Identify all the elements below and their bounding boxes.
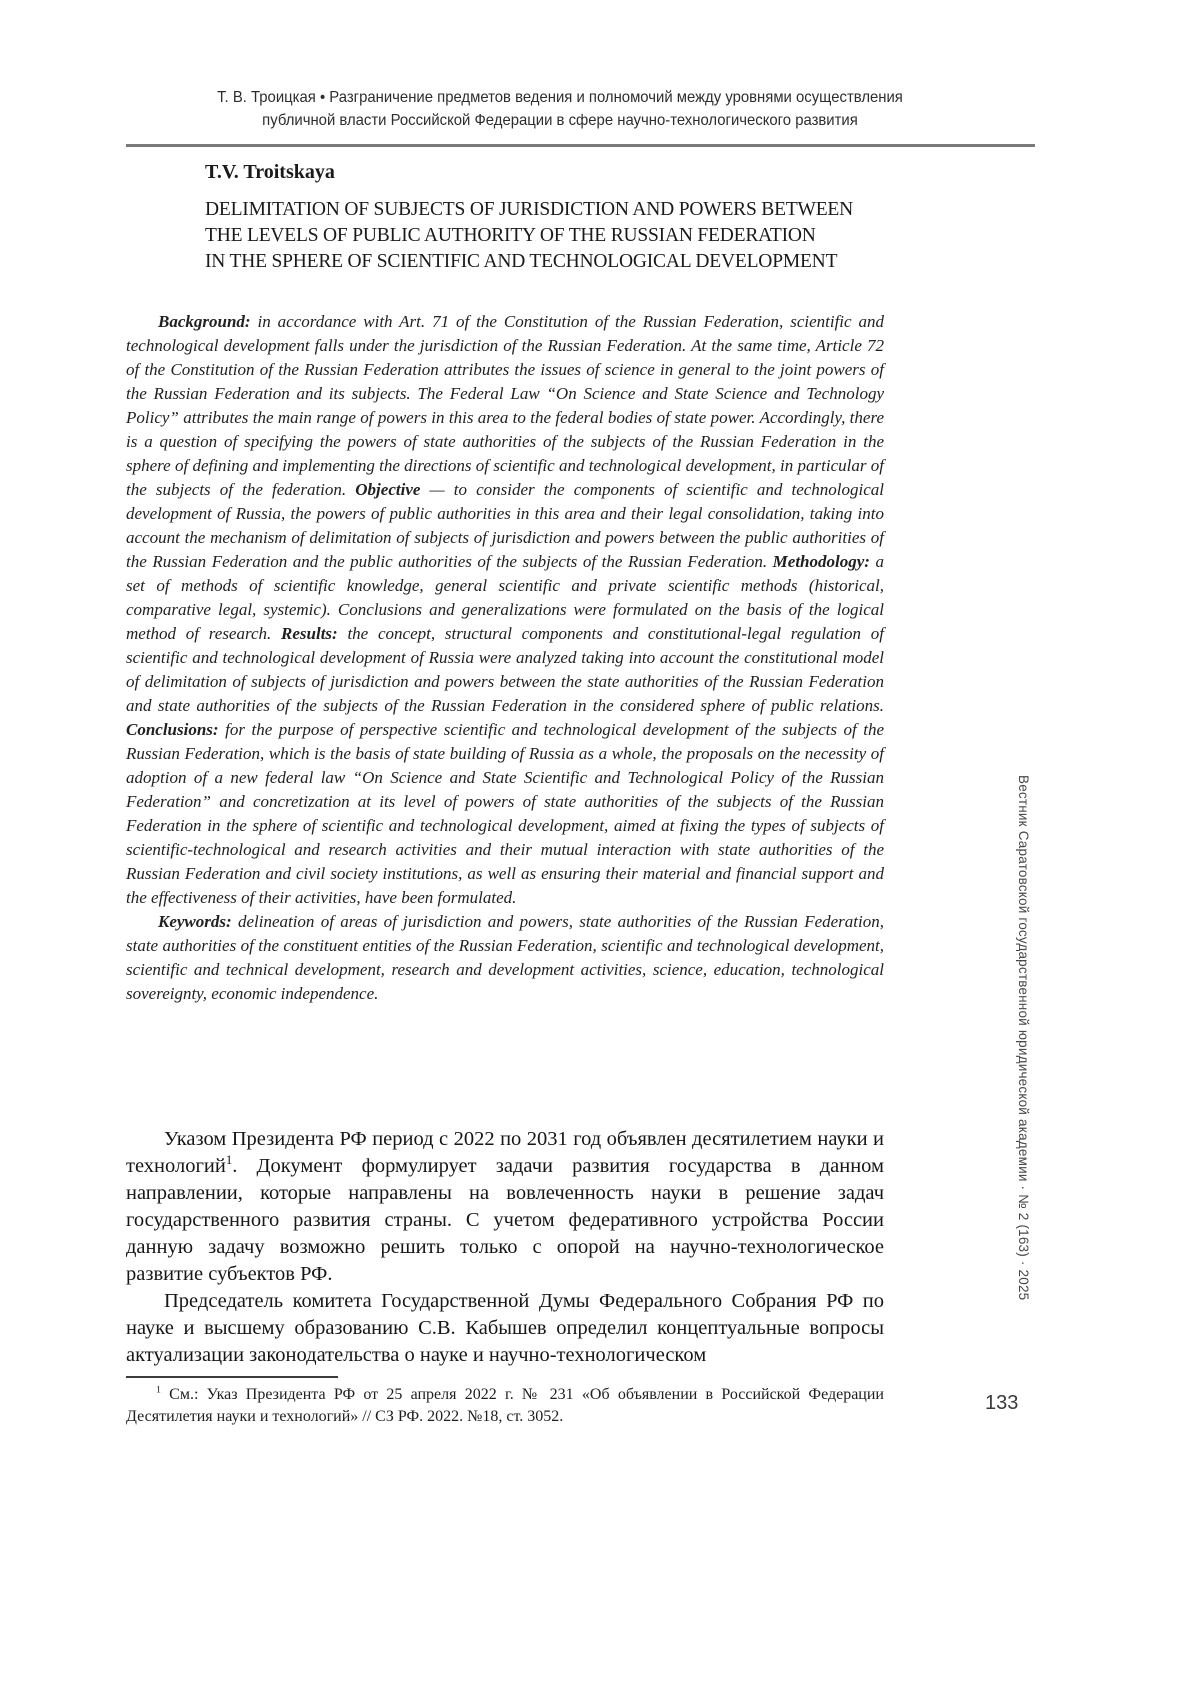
abstract-label-background: Background: <box>158 312 251 331</box>
body-paragraph-1-text: Указом Президента РФ период с 2022 по 2031 год объявлен десятилетием науки и технологий <box>126 1128 884 1177</box>
body-paragraph-2: Председатель комитета Государственной Думы Федерального Собрания РФ по науке и высшему образованию С.В. Кабышев определил концептуальные вопросы актуализации законодательства о науке и научно-технологическом <box>126 1290 884 1366</box>
keywords-text: delineation of areas of jurisdiction and powers, state authorities of the Russian Federation, state authorities of the constituent entities of the Russian Federation, scientific and technological development, scientific and technical development, research and development activities, science, education, technological sovereignty, economic independence. <box>126 912 884 1003</box>
abstract-text-objective: — to consider the components of scientific and technological development of Russia, the powers of public authorities in this area and their legal consolidation, taking into account the mechanism of delimitation of subjects of jurisdiction and powers between the public authorities of the Russian Federation and the public authorities of the subjects of the Russian Federation. <box>126 480 885 571</box>
keywords-paragraph <box>126 910 884 1006</box>
running-head <box>151 86 969 132</box>
abstract-label-methodology: Methodology: <box>772 552 870 571</box>
abstract-label-results: Results: <box>281 624 338 643</box>
title-line-2: THE LEVELS OF PUBLIC AUTHORITY OF THE RUSSIAN FEDERATION <box>205 225 816 246</box>
running-head-line-2: публичной власти Российской Федерации в сфере научно-технологического развития <box>262 112 858 129</box>
abstract-text-methodology: a set of methods of scientific knowledge, general scientific and private scientific methods (historical, comparative legal, systemic). Conclusions and generalizations were formulated on the basis of the logical method of research. <box>126 552 885 643</box>
page-number: 133 <box>985 1392 1019 1414</box>
abstract-text-results: the concept, structural components and constitutional-legal regulation of scientific and technological development of Russia were analyzed taking into account the constitutional model of delimitation of subjects of jurisdiction and powers between the state authorities of the Russian Federation and state authorities of the subjects of the Russian Federation in the considered sphere of public relations. <box>126 624 884 715</box>
abstract-label-conclusions: Conclusions: <box>126 720 219 739</box>
footnote-text: См.: Указ Президента РФ от 25 апреля 2022 г. № 231 «Об объявлении в Российской Федерации Десятилетия науки и технологий» // СЗ РФ. 2022. №18, ст. 3052. <box>126 1386 884 1425</box>
footnote-ref-1: 1 <box>225 1153 233 1168</box>
footnote-rule <box>126 1376 338 1378</box>
abstract-section <box>126 310 884 1006</box>
body-paragraph-1 <box>126 1126 884 1288</box>
title-line-3: IN THE SPHERE OF SCIENTIFIC AND TECHNOLOGICAL DEVELOPMENT <box>205 251 838 272</box>
abstract-text-conclusions: for the purpose of perspective scientific and technological development of the subjects of the Russian Federation, which is the basis of state building of Russia as a whole, the proposals on the necessity of adoption of a new federal law “On Science and State Scientific and Technological Policy of the Russian Federation” and concretization at its level of powers of state authorities of the subjects of the Russian Federation in the sphere of scientific and technological development, aimed at fixing the types of subjects of scientific-technological and research activities and their mutual interaction with state authorities of the Russian Federation and civil society institutions, as well as ensuring their material and financial support and the effectiveness of their activities, have been formulated. <box>126 720 884 907</box>
title-line-1: DELIMITATION OF SUBJECTS OF JURISDICTION AND POWERS BETWEEN <box>205 199 854 220</box>
abstract-paragraph <box>126 310 884 910</box>
journal-caption-vertical: Вестник Саратовской государственной юридической академии · № 2 (163) · 2025 <box>1016 775 1031 1301</box>
header-rule <box>126 144 1035 147</box>
abstract-label-objective: Objective <box>355 480 421 499</box>
author-name: T.V. Troitskaya <box>205 161 335 183</box>
article-title <box>205 197 905 275</box>
article-body <box>126 1126 884 1369</box>
body-paragraph-1-continued: . Документ формулирует задачи развития государства в данном направлении, которые направлены на вовлеченность науки в решение задач государственного развития страны. С учетом федеративного устройства России данную задачу возможно решить только с опорой на научно-технологическое развитие субъектов РФ. <box>126 1155 884 1285</box>
footnote-marker: 1 <box>156 1384 161 1396</box>
running-head-line-1: Т. В. Троицкая • Разграничение предметов ведения и полномочий между уровнями осуществления <box>217 89 903 106</box>
keywords-label: Keywords: <box>158 912 232 931</box>
abstract-text-background: in accordance with Art. 71 of the Constitution of the Russian Federation, scientific and technological development falls under the jurisdiction of the Russian Federation. At the same time, Article 72 of the Constitution of the Russian Federation attributes the issues of science in general to the joint powers of the Russian Federation and its subjects. The Federal Law “On Science and State Science and Technology Policy” attributes the main range of powers in this area to the federal bodies of state power. Accordingly, there is a question of specifying the powers of state authorities of the subjects of the Russian Federation in the sphere of defining and implementing the directions of scientific and technological development, in particular of the subjects of the federation. <box>126 312 884 499</box>
footnote <box>126 1384 884 1428</box>
